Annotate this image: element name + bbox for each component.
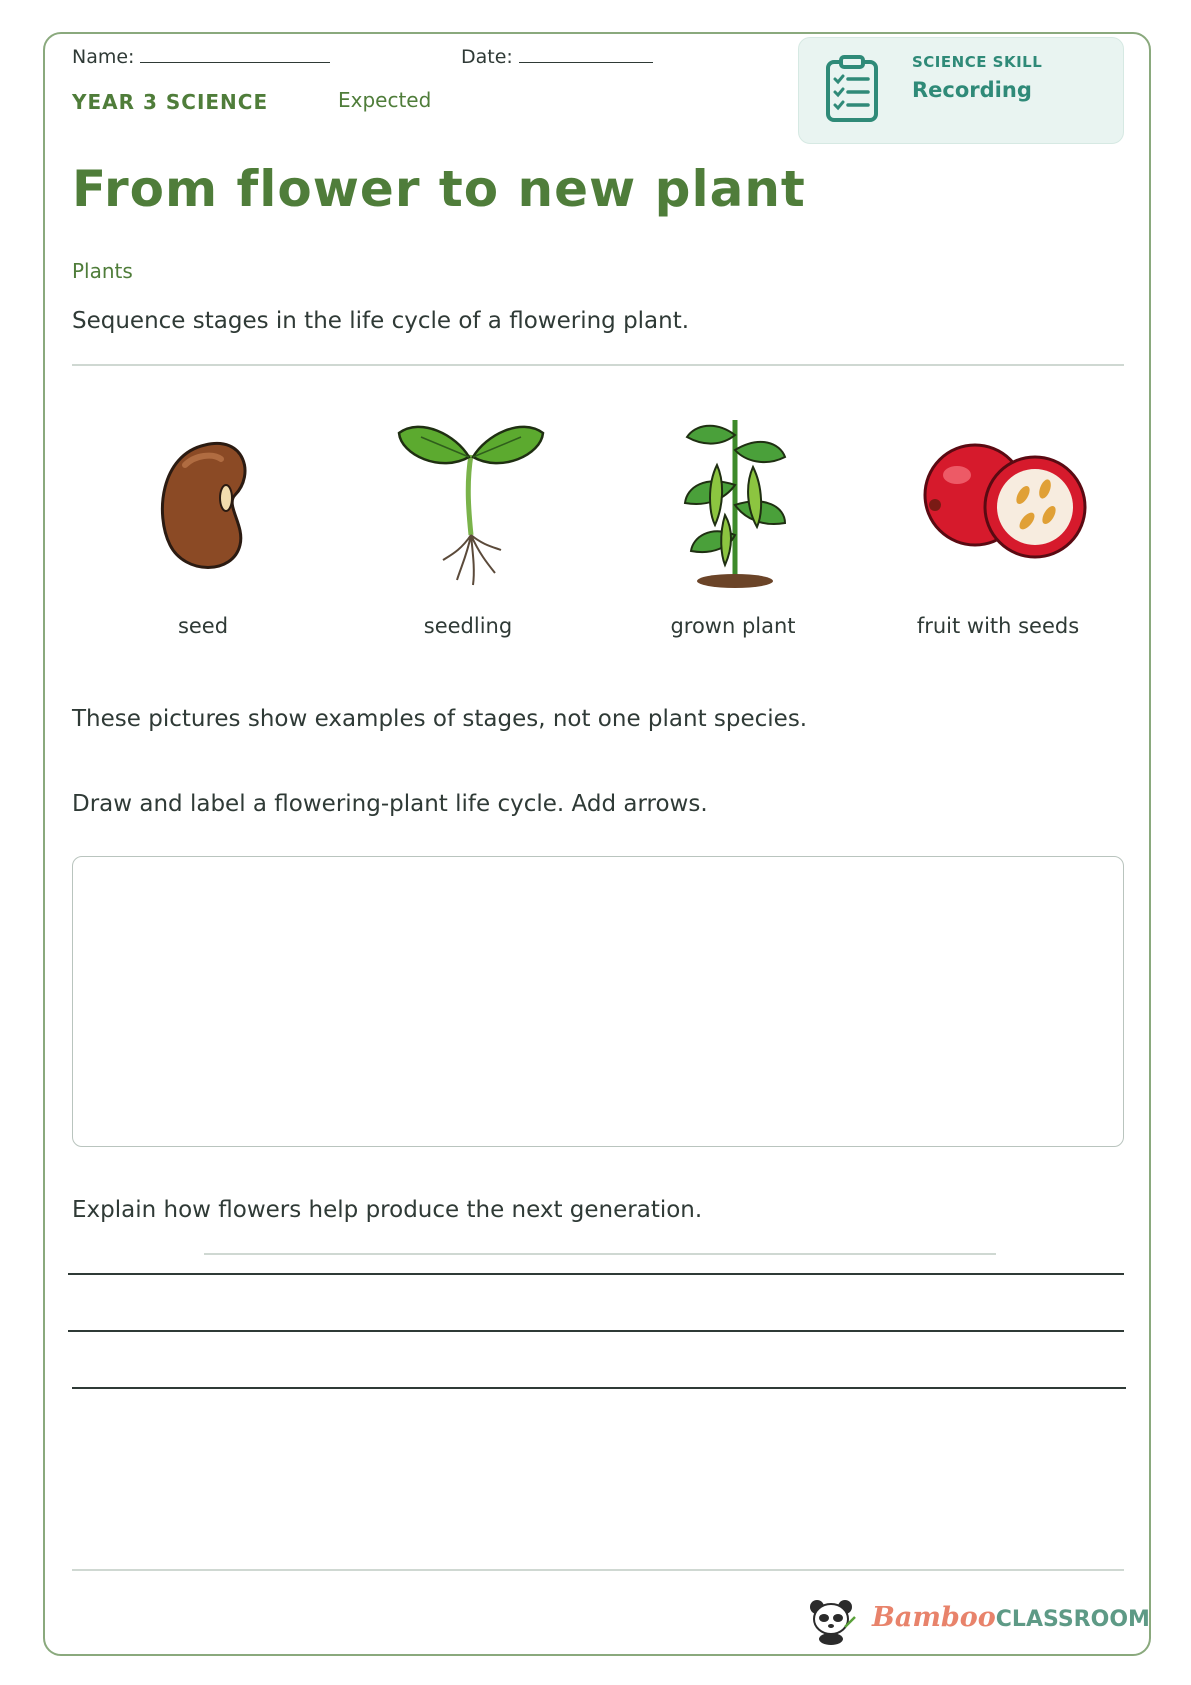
learning-objective: Sequence stages in the life cycle of a flowering plant.	[72, 308, 690, 334]
stage-label-seed: seed	[177, 614, 229, 638]
year-level: YEAR 3 SCIENCE	[72, 90, 269, 114]
answer-line-3[interactable]	[72, 1387, 1126, 1389]
drawing-area[interactable]	[72, 856, 1124, 1147]
name-label: Name:	[72, 46, 135, 68]
brand-logo-part2: CLASSROOM	[995, 1607, 1150, 1632]
answer-line-1[interactable]	[68, 1273, 1124, 1275]
bean-seed-icon	[95, 395, 315, 595]
science-skill-card	[798, 37, 1124, 144]
worksheet-frame	[43, 32, 1151, 1656]
pea-plant-icon	[625, 395, 845, 595]
answer-line-2[interactable]	[68, 1330, 1124, 1332]
page-title: From flower to new plant	[72, 160, 806, 218]
stage-note: These pictures show examples of stages, not one plant species.	[72, 706, 808, 732]
brand-logo-part1: Bamboo	[872, 1602, 996, 1633]
topic-label: Plants	[72, 259, 133, 283]
name-field[interactable]	[72, 44, 330, 68]
drawing-task-prompt: Draw and label a flowering-plant life cycle. Add arrows.	[72, 791, 708, 817]
date-label: Date:	[461, 46, 513, 68]
date-field[interactable]	[461, 44, 653, 68]
stage-label-seedling: seedling	[423, 614, 513, 638]
skill-card-name: Recording	[912, 78, 1032, 102]
explain-task-prompt: Explain how flowers help produce the next generation.	[72, 1197, 703, 1223]
expectation-level: Expected	[338, 88, 432, 112]
date-blank[interactable]	[519, 44, 653, 63]
stage-label-fruit: fruit with seeds	[916, 614, 1080, 638]
panda-mascot-icon	[807, 1597, 857, 1645]
seedling-icon	[361, 395, 581, 595]
clipboard-checklist-icon	[825, 55, 879, 123]
brand-logo	[872, 1602, 1150, 1633]
cranberry-fruit-icon	[895, 395, 1115, 595]
answer-guide-line	[204, 1253, 996, 1255]
stage-label-grown-plant: grown plant	[670, 614, 796, 638]
name-blank[interactable]	[140, 44, 330, 63]
section-divider	[72, 364, 1124, 366]
footer-divider	[72, 1569, 1124, 1571]
skill-card-label: SCIENCE SKILL	[912, 53, 1043, 71]
